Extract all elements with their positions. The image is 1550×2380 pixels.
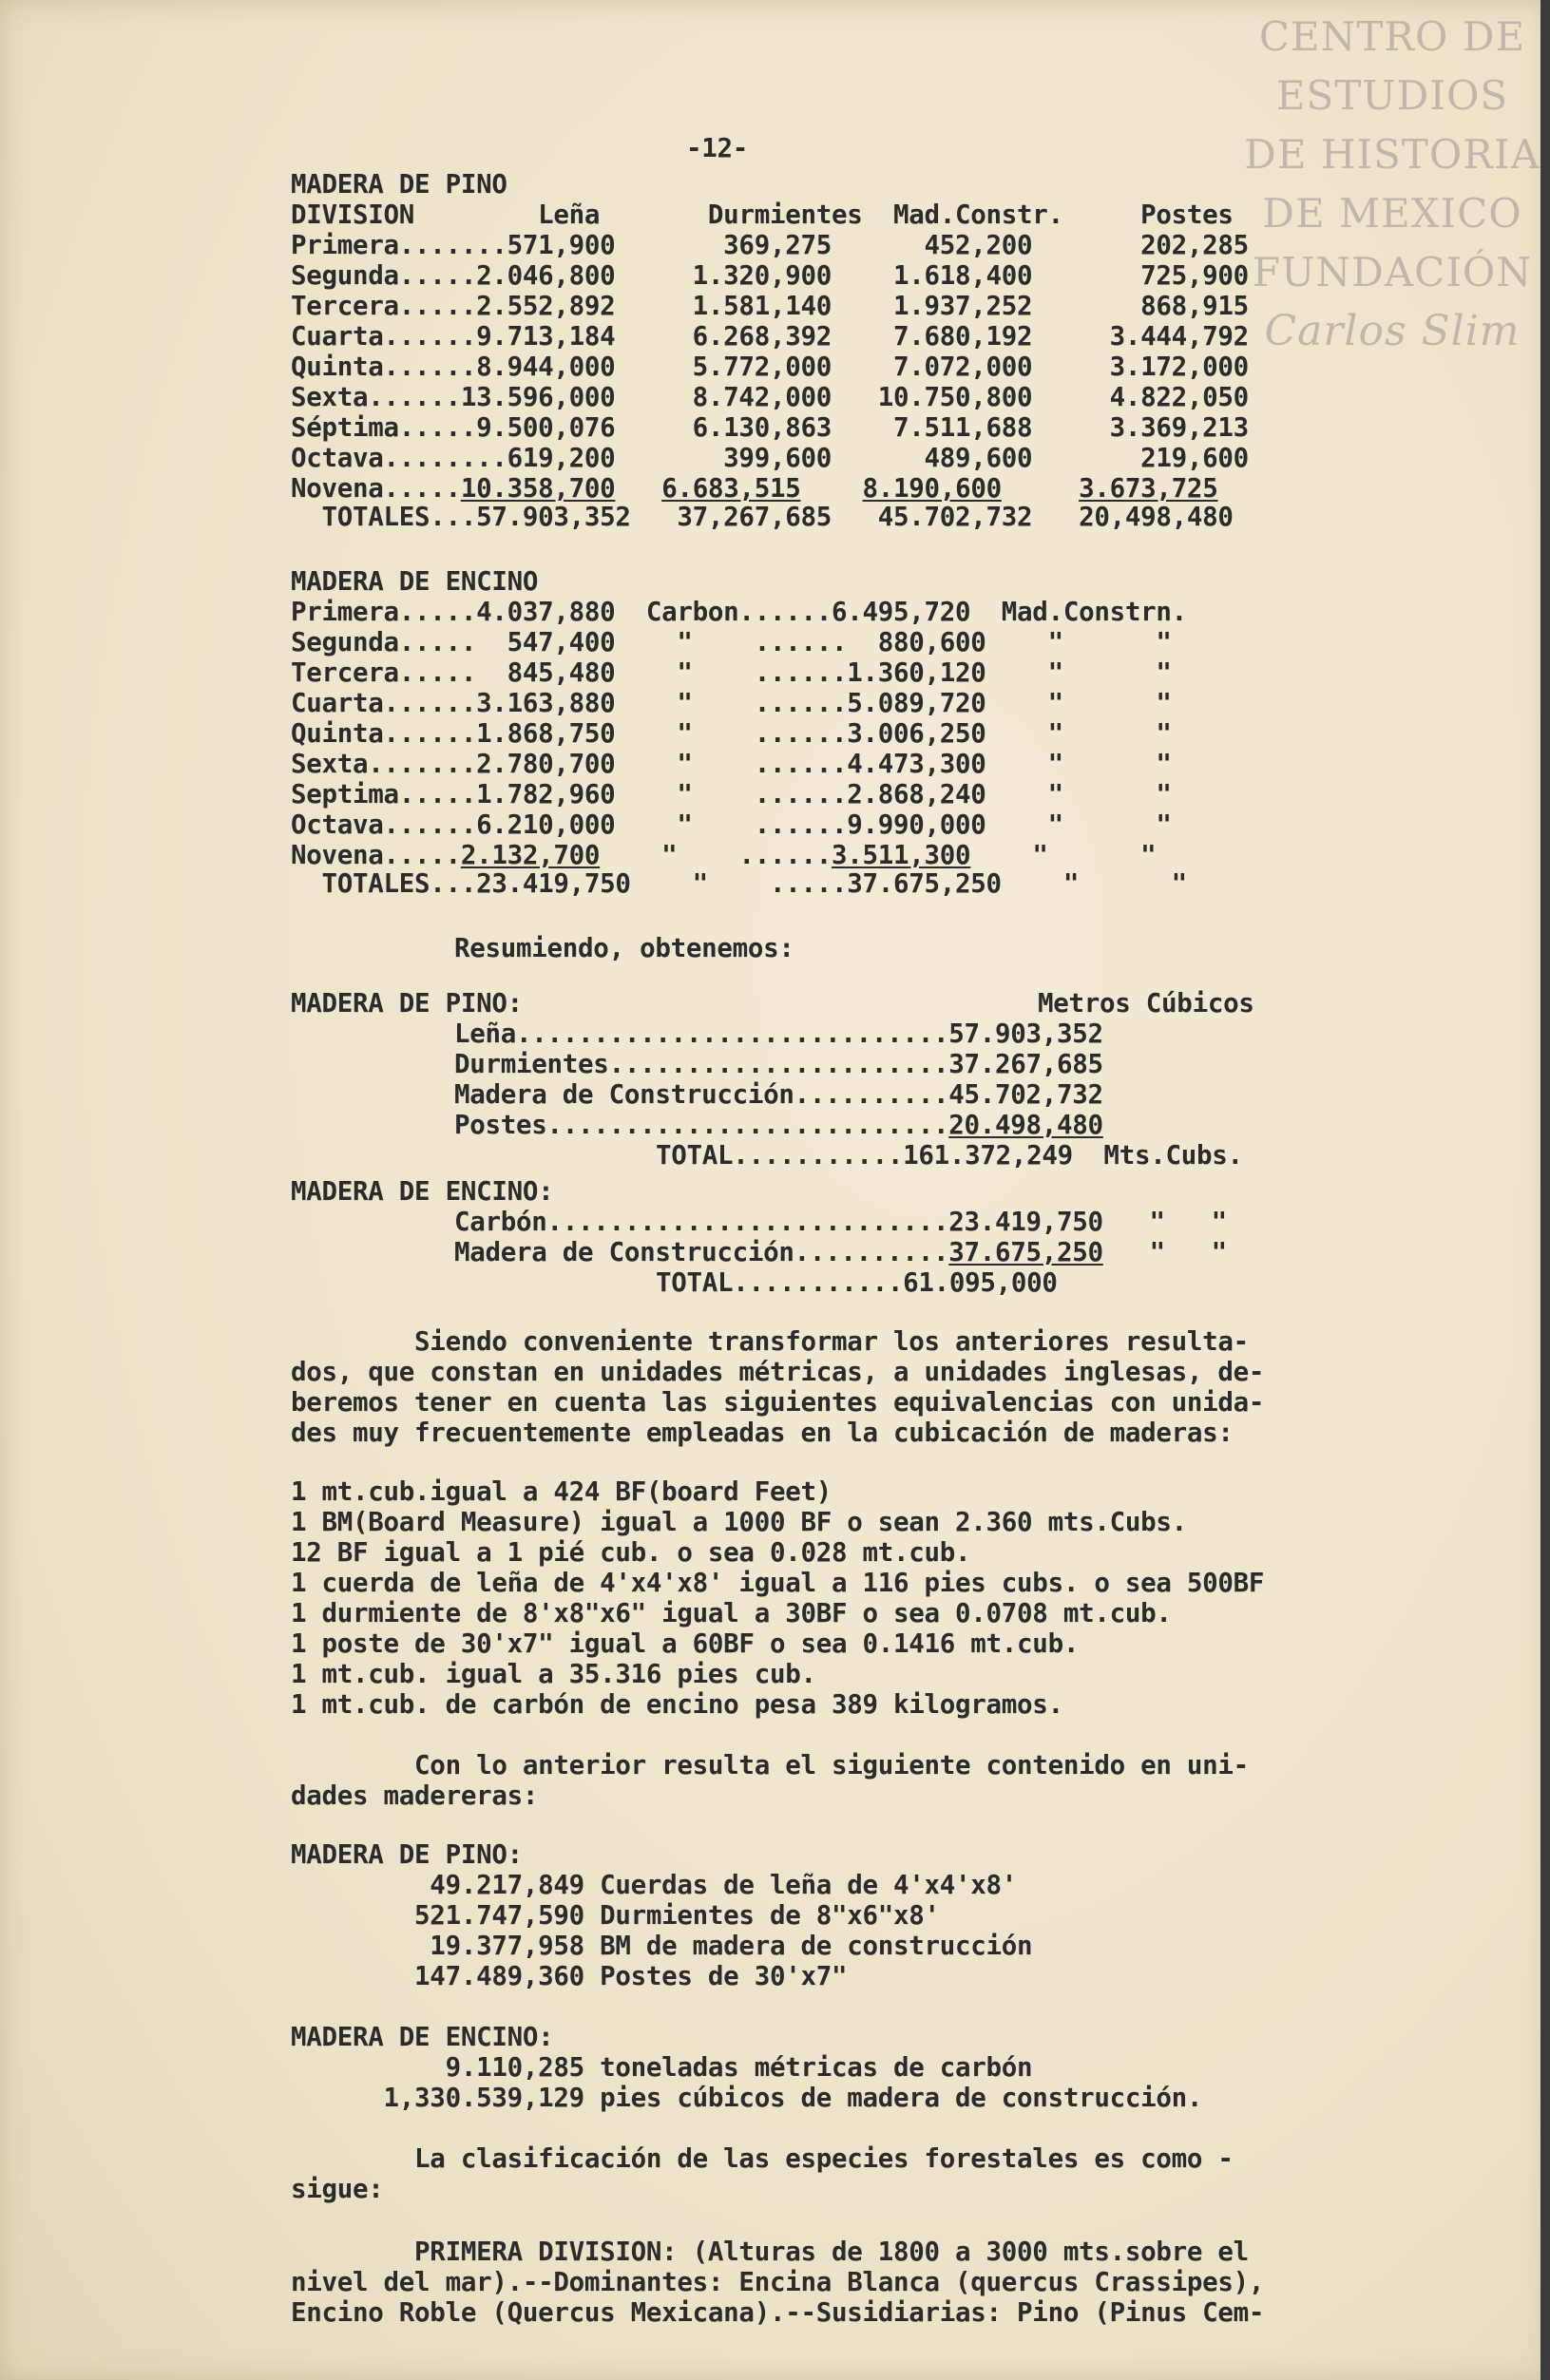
table-row: Octava........619,200 399,600 489,600 219,600: [291, 443, 1249, 473]
summary-item: Durmientes......................37.267,685: [454, 1049, 1103, 1079]
table-row: Segunda.....2.046,800 1.320,900 1.618,400 725,900: [291, 260, 1249, 291]
summary-item: [454, 1110, 1103, 1140]
table-row: Sexta......13.596,000 8.742,000 10.750,800 4.822,050: [291, 382, 1249, 412]
table-row: Octava......6.210,000 " ......9.990,000 " ": [291, 809, 1172, 840]
row-label: Novena.....: [291, 840, 461, 870]
watermark-signature: Carlos Slim: [1264, 307, 1521, 355]
summary-item: Carbón..........................23.419,750 " ": [454, 1207, 1227, 1237]
page-number: -12-: [686, 133, 749, 163]
table-totals: TOTALES...23.419,750 " .....37.675,250 " ": [291, 868, 1187, 899]
list-item: 1 durmiente de 8'x8"x6" igual a 30BF o sea 0.0708 mt.cub.: [291, 1598, 1172, 1628]
table-row: Segunda..... 547,400 " ...... 880,600 " ": [291, 627, 1172, 657]
list-item: 1 BM(Board Measure) igual a 1000 BF o sean 2.360 mts.Cubs.: [291, 1507, 1187, 1537]
item-value: 37.675,250: [948, 1237, 1103, 1267]
table-row: Quinta......1.868,750 " ......3.006,250 " ": [291, 718, 1172, 749]
paragraph-line: dades madereras:: [291, 1780, 539, 1811]
paragraph-line: Siendo conveniente transformar los anteriores resulta-: [291, 1326, 1249, 1357]
table-row: Cuarta......3.163,880 " ......5.089,720 " ": [291, 688, 1172, 718]
table-row-last: [291, 840, 1156, 870]
summary-item: Madera de Construcción..........45.702,732: [454, 1079, 1103, 1110]
cell-value: 10.358,700: [460, 473, 616, 504]
table-title: MADERA DE PINO: [291, 169, 507, 200]
watermark-line: CENTRO DE: [1258, 13, 1526, 60]
cell-value: 6.683,515: [661, 473, 801, 504]
summary-title: MADERA DE PINO:: [291, 988, 523, 1019]
units-header: Metros Cúbicos: [1038, 988, 1254, 1019]
table-row: Primera.......571,900 369,275 452,200 202,285: [291, 230, 1249, 260]
item-value: 20.498,480: [948, 1110, 1103, 1140]
watermark-line: FUNDACIÓN: [1252, 249, 1533, 295]
summary-total: TOTAL...........161.372,249 Mts.Cubs.: [656, 1140, 1243, 1171]
list-item: 9.110,285 toneladas métricas de carbón: [291, 2052, 1033, 2083]
table-row: Tercera.....2.552,892 1.581,140 1.937,252 868,915: [291, 291, 1249, 321]
table-row: Séptima.....9.500,076 6.130,863 7.511,688 3.369,213: [291, 412, 1249, 443]
paragraph-line: beremos tener en cuenta las siguientes equivalencias con unida-: [291, 1387, 1265, 1418]
row-middle: " ......: [600, 840, 832, 870]
table-row: Sexta.......2.780,700 " ......4.473,300 " ": [291, 749, 1172, 779]
watermark-line: DE HISTORIA: [1244, 131, 1540, 178]
item-tail: " ": [1102, 1237, 1227, 1267]
table-row: Cuarta......9.713,184 6.268,392 7.680,192 3.444,792: [291, 321, 1249, 352]
list-item: 1 cuerda de leña de 4'x4'x8' igual a 116 pies cubs. o sea 500BF: [291, 1568, 1265, 1598]
watermark-line: DE MEXICO: [1262, 190, 1522, 237]
table-row-last: [291, 473, 1217, 504]
table-title: MADERA DE ENCINO: [291, 566, 539, 597]
section-title: MADERA DE ENCINO:: [291, 2022, 554, 2052]
row-label: Novena.....: [291, 473, 461, 504]
paragraph-line: des muy frecuentemente empleadas en la cubicación de maderas:: [291, 1418, 1234, 1448]
cell-value: 3.673,725: [1079, 473, 1218, 504]
table-totals: TOTALES...57.903,352 37,267,685 45.702,732 20,498,480: [291, 502, 1234, 532]
table-row: Septima.....1.782,960 " ......2.868,240 " ": [291, 779, 1172, 809]
cell-value: 8.190,600: [862, 473, 1002, 504]
summary-title: MADERA DE ENCINO:: [291, 1176, 554, 1207]
list-item: 12 BF igual a 1 pié cub. o sea 0.028 mt.cub.: [291, 1537, 971, 1568]
paragraph-line: nivel del mar).--Dominantes: Encina Blanca (quercus Crassipes),: [291, 2267, 1265, 2297]
summary-item: [454, 1237, 1227, 1267]
table-row: Quinta......8.944,000 5.772,000 7.072,000 3.172,000: [291, 352, 1249, 382]
table-header: DIVISION Leña Durmientes Mad.Constr. Postes: [291, 200, 1234, 230]
list-item: 147.489,360 Postes de 30'x7": [291, 1961, 848, 1991]
list-item: 49.217,849 Cuerdas de leña de 4'x4'x8': [291, 1870, 1018, 1900]
scan-edge: [1540, 0, 1550, 2380]
watermark-line: ESTUDIOS: [1275, 72, 1509, 119]
summary-item: Leña............................57.903,352: [454, 1019, 1103, 1049]
item-label: Postes..........................: [454, 1110, 949, 1140]
item-label: Madera de Construcción..........: [454, 1237, 949, 1267]
list-item: 1 mt.cub. igual a 35.316 pies cub.: [291, 1659, 816, 1689]
list-item: 521.747,590 Durmientes de 8"x6"x8': [291, 1900, 940, 1931]
row-tail: " ": [970, 840, 1157, 870]
list-item: 1 poste de 30'x7" igual a 60BF o sea 0.1416 mt.cub.: [291, 1628, 1080, 1659]
paragraph-line: dos, que constan en unidades métricas, a unidades inglesas, de-: [291, 1357, 1265, 1387]
section-title: MADERA DE PINO:: [291, 1839, 523, 1870]
table-row: Tercera..... 845,480 " ......1.360,120 " ": [291, 657, 1172, 688]
list-item: 19.377,958 BM de madera de construcción: [291, 1931, 1033, 1961]
paragraph-line: PRIMERA DIVISION: (Alturas de 1800 a 3000 mts.sobre el: [291, 2237, 1249, 2267]
summary-total: TOTAL...........61.095,000: [656, 1267, 1058, 1298]
paragraph-line: Encino Roble (Quercus Mexicana).--Susidiarias: Pino (Pinus Cem-: [291, 2297, 1265, 2328]
list-item: 1 mt.cub. de carbón de encino pesa 389 kilogramos.: [291, 1689, 1063, 1720]
list-item: 1,330.539,129 pies cúbicos de madera de construcción.: [291, 2083, 1203, 2113]
paragraph-line: La clasificación de las especies forestales es como -: [291, 2143, 1234, 2174]
archive-watermark: [1235, 8, 1549, 361]
cell-value: 2.132,700: [460, 840, 601, 870]
paragraph-line: Con lo anterior resulta el siguiente contenido en uni-: [291, 1750, 1249, 1780]
table-row: Primera.....4.037,880 Carbon......6.495,720 Mad.Constrn.: [291, 597, 1187, 627]
cell-value: 3.511,300: [832, 840, 971, 870]
paragraph-line: sigue:: [291, 2174, 384, 2204]
list-item: 1 mt.cub.igual a 424 BF(board Feet): [291, 1476, 832, 1507]
summary-intro: Resumiendo, obtenemos:: [454, 933, 794, 963]
